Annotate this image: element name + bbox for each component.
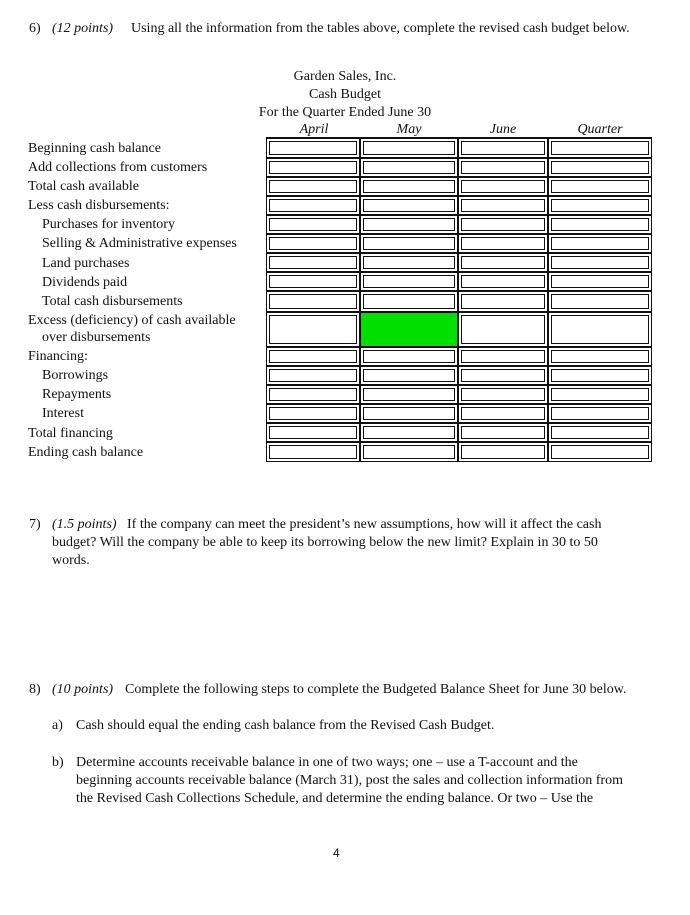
q8b-line2: beginning accounts receivable balance (March 31), post the sales and collection information from [76, 773, 623, 788]
cell-total-financing-april[interactable] [266, 423, 360, 442]
cell-inner-border [269, 256, 357, 269]
row-label-repayments: Repayments [42, 387, 112, 402]
cell-inner-border [269, 199, 357, 212]
cell-inner-border [363, 218, 455, 231]
cell-land-quarter[interactable] [548, 253, 652, 272]
cell-inner-border [461, 275, 545, 288]
cell-purchases-may[interactable] [360, 215, 458, 234]
cell-inner-border [551, 161, 649, 174]
cell-borrowings-april[interactable] [266, 366, 360, 385]
cell-inner-border [363, 275, 455, 288]
row-label-sga: Selling & Administrative expenses [42, 236, 237, 251]
cell-interest-may[interactable] [360, 404, 458, 423]
q7-line3: words. [52, 553, 90, 568]
cell-inner-border [461, 350, 545, 363]
cell-sga-may[interactable] [360, 234, 458, 253]
cell-beginning-cash-june[interactable] [458, 138, 548, 158]
cell-inner-border [363, 369, 455, 382]
cell-inner-border [461, 407, 545, 420]
row-label-land: Land purchases [42, 256, 130, 271]
cell-ending-cash-may[interactable] [360, 442, 458, 462]
cell-total-financing-may[interactable] [360, 423, 458, 442]
cell-inner-border [269, 141, 357, 155]
cell-purchases-april[interactable] [266, 215, 360, 234]
cell-repayments-quarter[interactable] [548, 385, 652, 404]
cell-inner-border [363, 426, 455, 439]
cell-inner-border [461, 294, 545, 309]
cell-inner-border [461, 237, 545, 250]
cell-inner-border [551, 218, 649, 231]
budget-title: Cash Budget [309, 87, 381, 102]
cell-ending-cash-june[interactable] [458, 442, 548, 462]
cell-inner-border [551, 141, 649, 155]
cell-inner-border [363, 407, 455, 420]
cell-inner-border [551, 256, 649, 269]
cell-sga-april[interactable] [266, 234, 360, 253]
cell-excess-april[interactable] [266, 312, 360, 347]
cell-purchases-june[interactable] [458, 215, 548, 234]
cell-financing-may[interactable] [360, 347, 458, 366]
cell-inner-border [551, 369, 649, 382]
cell-inner-border [363, 141, 455, 155]
budget-period: For the Quarter Ended June 30 [258, 105, 432, 120]
cell-land-may[interactable] [360, 253, 458, 272]
q8-points: (10 points) [52, 682, 114, 697]
cell-interest-april[interactable] [266, 404, 360, 423]
cell-inner-border [269, 180, 357, 193]
q6-text: Using all the information from the tables above, complete the revised cash budget below. [131, 21, 630, 36]
cell-inner-border [551, 275, 649, 288]
col-header-june: June [489, 122, 517, 137]
row-label-total-cash-available: Total cash available [28, 179, 139, 194]
cell-inner-border [269, 237, 357, 250]
col-header-may: May [396, 122, 422, 137]
cell-dividends-quarter[interactable] [548, 272, 652, 291]
cell-collections-june[interactable] [458, 158, 548, 177]
cell-inner-border [461, 141, 545, 155]
q7-line2: budget? Will the company be able to keep its borrowing below the new limit? Explain in 30 to 50 [52, 535, 598, 550]
cell-total-disbursements-quarter[interactable] [548, 291, 652, 312]
cell-inner-border [269, 315, 357, 344]
cell-inner-border [551, 350, 649, 363]
cell-total-cash-available-june[interactable] [458, 177, 548, 196]
cell-inner-border [461, 199, 545, 212]
cell-total-cash-available-may[interactable] [360, 177, 458, 196]
cell-financing-quarter[interactable] [548, 347, 652, 366]
cell-beginning-cash-quarter[interactable] [548, 138, 652, 158]
cell-repayments-may[interactable] [360, 385, 458, 404]
row-label-purchases: Purchases for inventory [42, 217, 175, 232]
q8b-line3: the Revised Cash Collections Schedule, and determine the ending balance. Or two – Use the [76, 791, 594, 806]
q8a-text: Cash should equal the ending cash balance from the Revised Cash Budget. [76, 718, 495, 733]
q8b-line1: Determine accounts receivable balance in one of two ways; one – use a T-account and the [76, 755, 578, 770]
row-label-total-disbursements: Total cash disbursements [42, 294, 183, 309]
cell-inner-border [551, 407, 649, 420]
row-label-dividends: Dividends paid [42, 275, 128, 290]
row-label-ending-cash: Ending cash balance [28, 445, 144, 460]
cell-inner-border [363, 256, 455, 269]
cell-beginning-cash-may[interactable] [360, 138, 458, 158]
cell-sga-quarter[interactable] [548, 234, 652, 253]
cell-inner-border [269, 426, 357, 439]
cell-inner-border [551, 237, 649, 250]
cell-inner-border [461, 388, 545, 401]
cell-excess-june[interactable] [458, 312, 548, 347]
cell-collections-quarter[interactable] [548, 158, 652, 177]
row-label-financing: Financing: [28, 349, 88, 364]
cell-inner-border [363, 180, 455, 193]
cell-inner-border [551, 199, 649, 212]
cell-inner-border [363, 237, 455, 250]
q8b-label: b) [52, 755, 64, 770]
cell-collections-april[interactable] [266, 158, 360, 177]
cell-inner-border [363, 294, 455, 309]
cell-inner-border [461, 426, 545, 439]
cell-inner-border [269, 369, 357, 382]
cell-inner-border [269, 294, 357, 309]
cell-land-june[interactable] [458, 253, 548, 272]
cell-inner-border [461, 369, 545, 382]
cell-inner-border [461, 180, 545, 193]
cell-excess-quarter[interactable] [548, 312, 652, 347]
cell-ending-cash-april[interactable] [266, 442, 360, 462]
q8-number: 8) [29, 682, 41, 697]
cell-inner-border [363, 161, 455, 174]
row-label-excess: Excess (deficiency) of cash available [28, 313, 236, 328]
cell-purchases-quarter[interactable] [548, 215, 652, 234]
row-label-interest: Interest [42, 406, 84, 421]
cell-inner-border [269, 388, 357, 401]
cell-inner-border [461, 445, 545, 459]
cell-interest-quarter[interactable] [548, 404, 652, 423]
row-label-excess-cont: over disbursements [42, 330, 151, 345]
row-label-borrowings: Borrowings [42, 368, 109, 383]
q7-line1: If the company can meet the president’s new assumptions, how will it affect the cash [127, 517, 602, 532]
cell-inner-border [269, 218, 357, 231]
cell-inner-border [461, 218, 545, 231]
cell-ending-cash-quarter[interactable] [548, 442, 652, 462]
cell-inner-border [269, 275, 357, 288]
q8-text: Complete the following steps to complete the Budgeted Balance Sheet for June 30 below. [125, 682, 627, 697]
cell-inner-border [551, 294, 649, 309]
page-number: 4 [333, 846, 340, 860]
cell-inner-border [461, 161, 545, 174]
cell-inner-border [551, 426, 649, 439]
cell-inner-border [363, 388, 455, 401]
cell-dividends-may[interactable] [360, 272, 458, 291]
cell-inner-border [269, 445, 357, 459]
cell-interest-june[interactable] [458, 404, 548, 423]
cell-collections-may[interactable] [360, 158, 458, 177]
cell-inner-border [269, 161, 357, 174]
cell-excess-may[interactable] [360, 312, 458, 347]
cell-total-disbursements-april[interactable] [266, 291, 360, 312]
cell-total-disbursements-may[interactable] [360, 291, 458, 312]
cell-inner-border [269, 407, 357, 420]
row-label-total-financing: Total financing [28, 426, 113, 441]
cell-financing-june[interactable] [458, 347, 548, 366]
cell-less-disbursements-may[interactable] [360, 196, 458, 215]
q7-number: 7) [29, 517, 41, 532]
cell-sga-june[interactable] [458, 234, 548, 253]
cell-less-disbursements-april[interactable] [266, 196, 360, 215]
cell-inner-border [363, 350, 455, 363]
cell-borrowings-may[interactable] [360, 366, 458, 385]
q6-number: 6) [29, 21, 41, 36]
cell-less-disbursements-quarter[interactable] [548, 196, 652, 215]
cell-total-cash-available-quarter[interactable] [548, 177, 652, 196]
cell-inner-border [269, 350, 357, 363]
row-label-less-disbursements: Less cash disbursements: [28, 198, 170, 213]
cell-borrowings-june[interactable] [458, 366, 548, 385]
row-label-beginning-cash: Beginning cash balance [28, 141, 161, 156]
cell-inner-border [551, 445, 649, 459]
cell-beginning-cash-april[interactable] [266, 138, 360, 158]
cell-borrowings-quarter[interactable] [548, 366, 652, 385]
q7-points: (1.5 points) [52, 517, 117, 532]
cell-land-april[interactable] [266, 253, 360, 272]
cell-inner-border [461, 256, 545, 269]
cell-repayments-april[interactable] [266, 385, 360, 404]
cell-total-financing-june[interactable] [458, 423, 548, 442]
row-label-collections: Add collections from customers [28, 160, 208, 175]
cell-inner-border [461, 315, 545, 344]
q6-points: (12 points) [52, 21, 114, 36]
cell-inner-border [363, 199, 455, 212]
cell-inner-border [363, 445, 455, 459]
cell-less-disbursements-june[interactable] [458, 196, 548, 215]
cell-total-cash-available-april[interactable] [266, 177, 360, 196]
cell-inner-border [551, 388, 649, 401]
cell-financing-april[interactable] [266, 347, 360, 366]
cell-inner-border [551, 315, 649, 344]
cell-inner-border [551, 180, 649, 193]
cell-dividends-april[interactable] [266, 272, 360, 291]
col-header-april: April [299, 122, 329, 137]
q8a-label: a) [52, 718, 63, 733]
cell-repayments-june[interactable] [458, 385, 548, 404]
cell-total-financing-quarter[interactable] [548, 423, 652, 442]
cell-total-disbursements-june[interactable] [458, 291, 548, 312]
company-name: Garden Sales, Inc. [293, 69, 397, 84]
cell-dividends-june[interactable] [458, 272, 548, 291]
col-header-quarter: Quarter [577, 122, 623, 137]
